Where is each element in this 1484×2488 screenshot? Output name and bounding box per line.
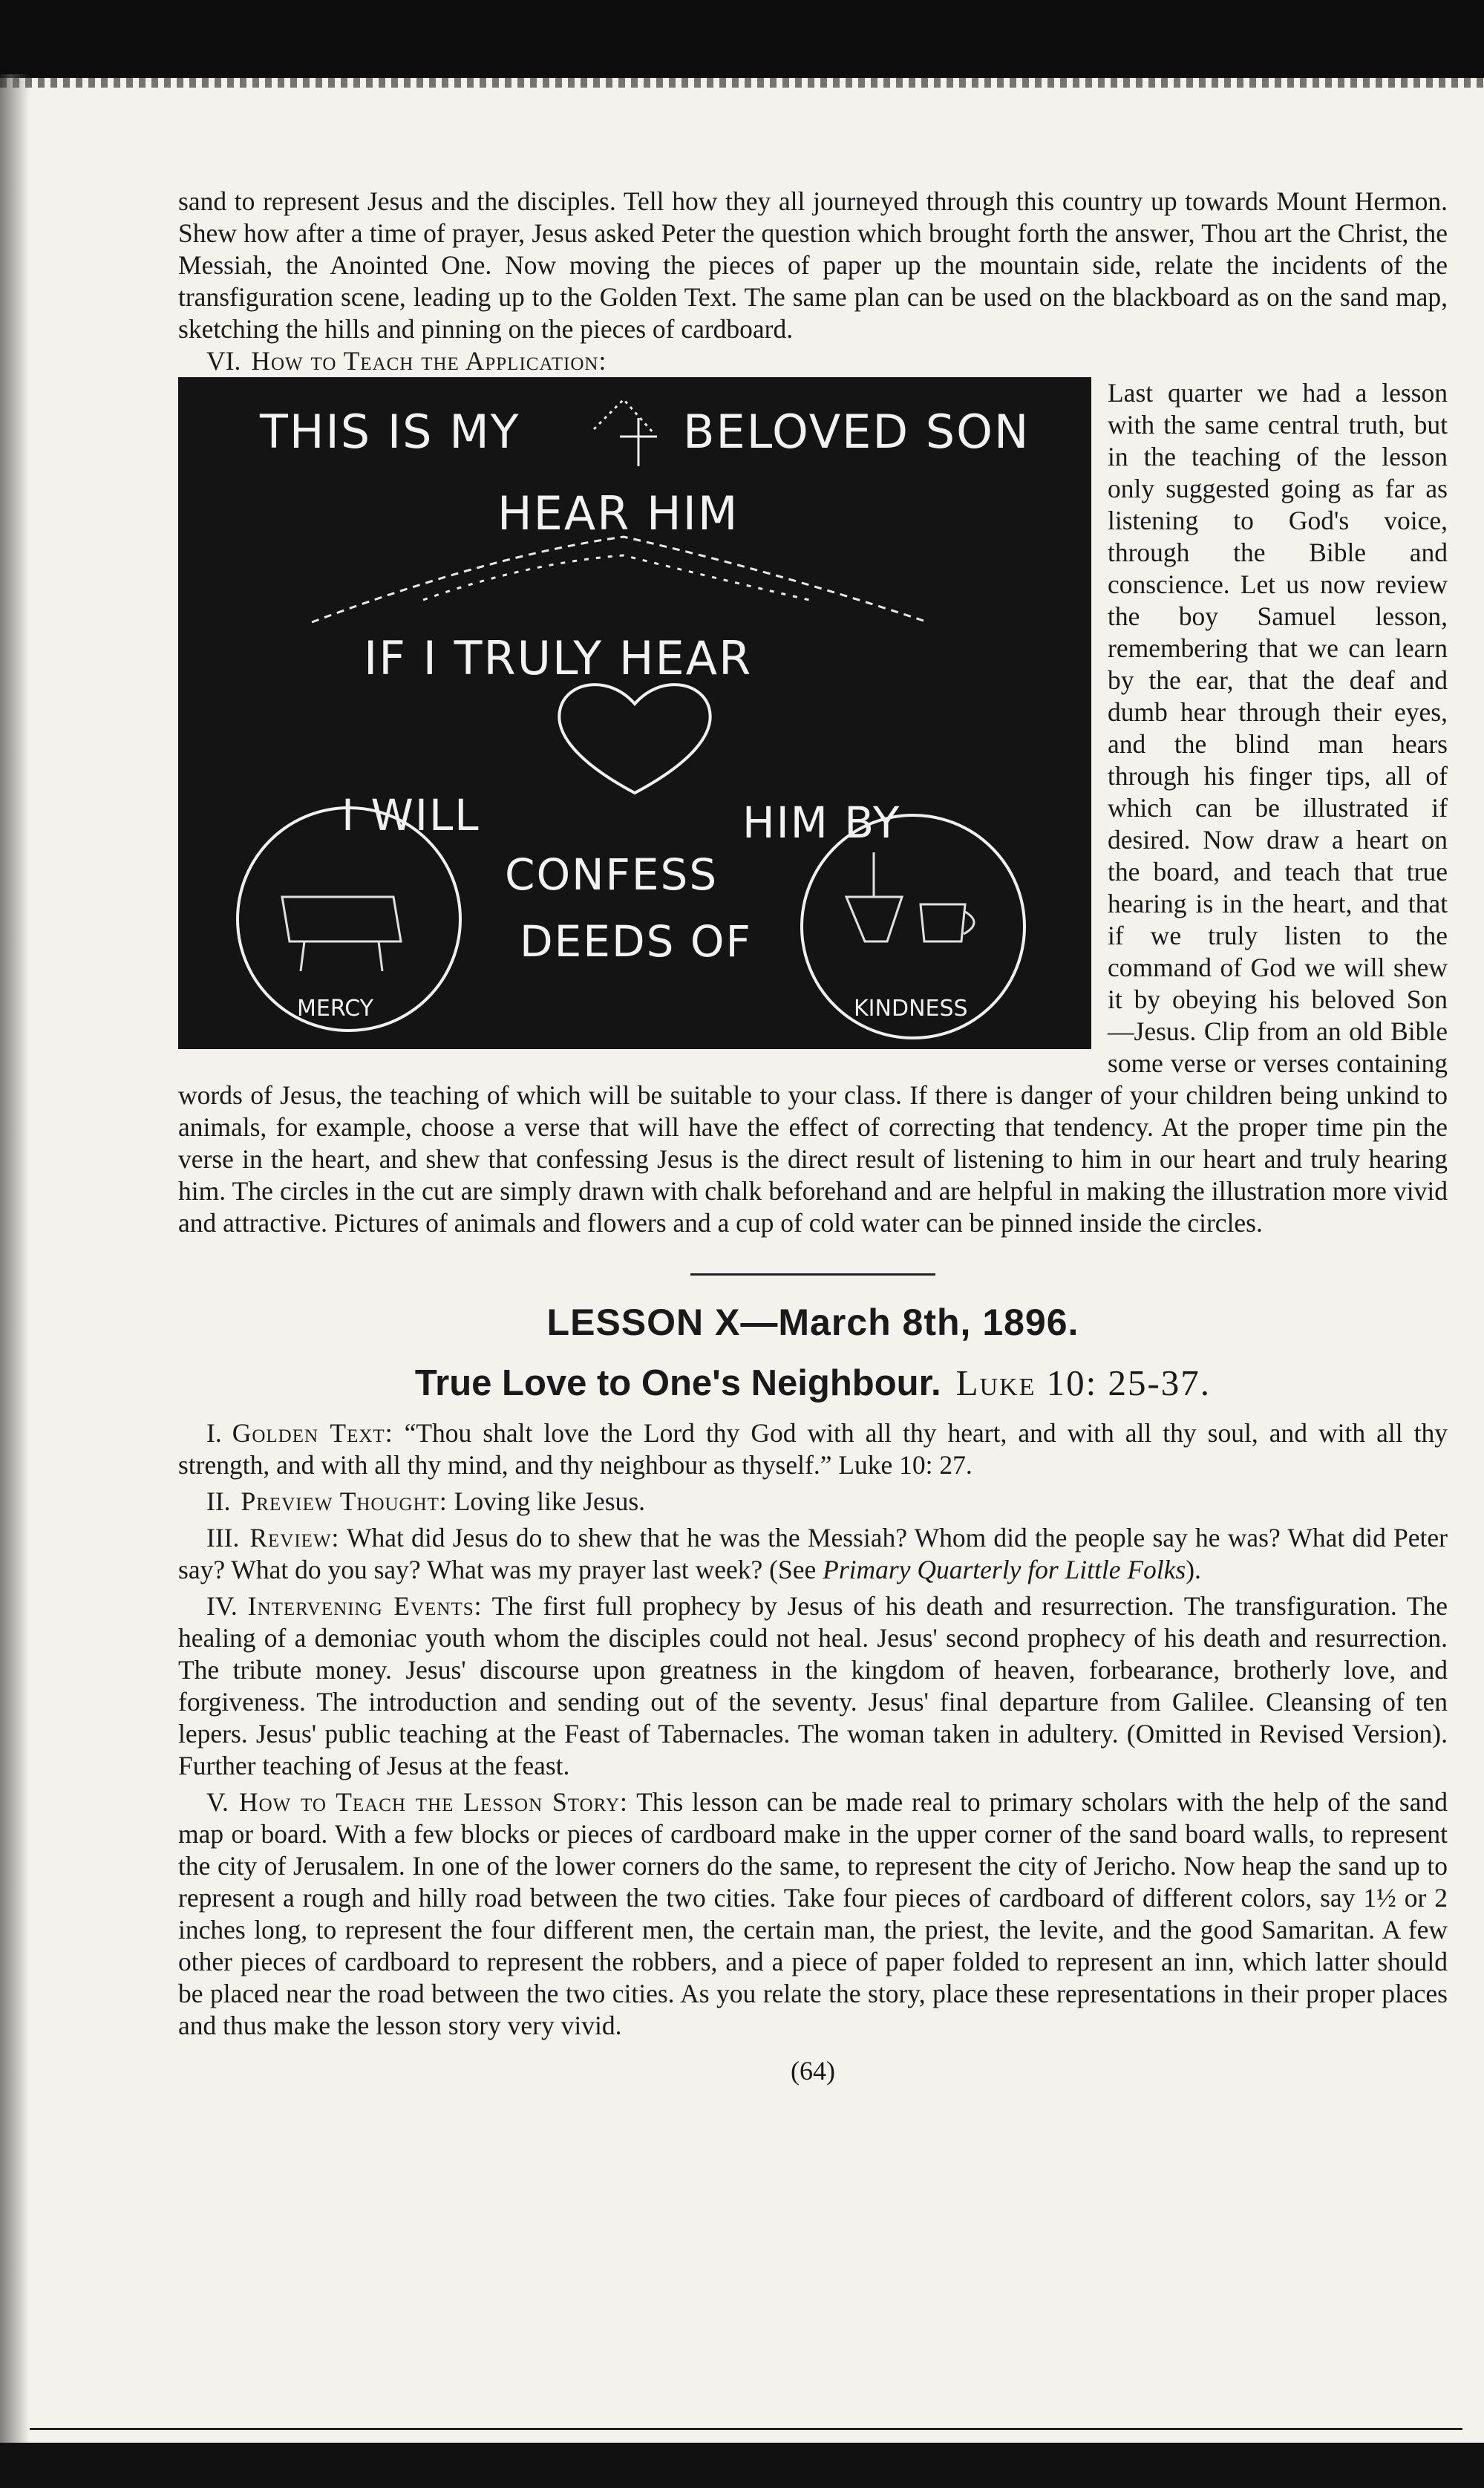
section-intervening-events — [178, 1590, 1448, 1782]
cross-icon — [620, 418, 657, 466]
page-content — [178, 186, 1448, 2086]
section-vi-intro — [178, 345, 1448, 377]
section-label: Review: — [249, 1523, 340, 1552]
scan-bottom-border — [0, 2443, 1484, 2488]
blackboard-drawing — [178, 377, 1091, 1049]
section-review — [178, 1522, 1448, 1586]
continued-paragraph: sand to represent Jesus and the disciples. Tell how they all journeyed through this country up towards Mount Hermon. Shew how after a time of prayer, Jesus asked Peter the question which brought forth the answer, Thou art the Christ, the Messiah, the Anointed One. Now moving the pieces of paper up the mountain side, relate the incidents of the transfiguration scene, leading up to the Golden Text. The same plan can be used on the blackboard as on the sand map, sketching the hills and pinning on the pieces of cardboard. — [178, 186, 1448, 344]
section-preview-thought — [178, 1486, 1448, 1518]
scan-top-border — [0, 0, 1484, 78]
section-vi-body: Last quarter we had a lesson with the same central truth, but in the teaching of the lesson only suggested going as far as listening to God's voice, through the Bible and conscience. Let us now review the boy Samuel lesson, remembering that we can learn by the ear, that the deaf and dumb hear through their eyes, and the blind man hears through his finger tips, all of which can be illustrated if desired. Now draw a heart on the board, and teach that true hearing is in the heart, and that if we truly listen to the command of God we will shew it by obeying his beloved Son—Jesus. Clip from an old Bible some verse or verses containing words of Jesus, the teaching of which will be suitable to your class. If there is danger of your children being unkind to animals, for example, choose a verse that will have the effect of correcting that tendency. At the proper time pin the verse in the heart, and shew that confessing Jesus is the direct result of listening to him in our heart and truly hearing him. The circles in the cut are simply drawn with chalk beforehand and are helpful in making the illustration more vivid and attractive. Pictures of animals and flowers and a cup of cold water can be pinned inside the circles. — [178, 378, 1448, 1238]
section-number: III. — [206, 1523, 240, 1552]
scan-left-edge — [0, 74, 30, 2443]
section-number: IV. — [206, 1591, 238, 1621]
section-body-end: ). — [1186, 1555, 1201, 1584]
lesson-subtitle-text: True Love to One's Neighbour. — [414, 1363, 941, 1403]
board-line4-left: I WILL — [341, 790, 480, 840]
section-body: “Thou shalt love the Lord thy God with all thy heart, and with all thy soul, and with all thy strength, and with all thy mind, and thy neighbour as thyself.” Luke 10: 27. — [178, 1418, 1448, 1480]
section-body: What did Jesus do to shew that he was the Messiah? Whom did the people say he was? What did Peter say? What do you say? What was my prayer last week? (See — [178, 1523, 1448, 1584]
section-body-italic: Primary Quarterly for Little Folks — [823, 1555, 1186, 1584]
section-label: How to Teach the Lesson Story: — [238, 1787, 628, 1817]
board-line4-mid: CONFESS — [505, 849, 719, 900]
lesson-subtitle — [178, 1362, 1448, 1404]
flower-and-cup-icon — [846, 852, 974, 941]
section-number: II. — [206, 1486, 231, 1516]
heart-icon — [559, 685, 710, 793]
animal-sketch-icon — [282, 897, 401, 971]
scan-top-edge — [0, 71, 1484, 88]
section-divider — [690, 1273, 935, 1276]
board-line1-right: BELOVED SON — [683, 405, 1030, 459]
section-vi-number: VI. — [206, 346, 241, 376]
page-number: (64) — [791, 2056, 835, 2086]
section-label: Golden Text: — [232, 1418, 393, 1448]
section-label: Preview Thought: — [241, 1486, 448, 1516]
board-line2: HEAR HIM — [497, 486, 739, 541]
section-number: V. — [206, 1787, 229, 1817]
kindness-label: KINDNESS — [854, 996, 968, 1022]
section-body: Loving like Jesus. — [454, 1486, 646, 1516]
lesson-title: LESSON X—March 8th, 1896. — [546, 1302, 1079, 1343]
section-body: This lesson can be made real to primary scholars with the help of the sand map or board. With a few blocks or pieces of cardboard make in the upper corner of the sand board walls, to represent the city of Jerusalem. In one of the lower corners do the same, to represent the city of Jericho. Now heap the sand up to represent a rough and hilly road between the two cities. Take four pieces of cardboard of different colors, say 1½ or 2 inches long, to represent the four different men, the certain man, the priest, the levite, and the good Samaritan. A few other pieces of cardboard to represent the robbers, and a piece of paper folded to represent an inn, which latter should be placed near the road between the two cities. As you relate the story, place these representations in their proper places and thus make the lesson story very vivid. — [178, 1787, 1448, 2040]
section-lesson-story — [178, 1786, 1448, 2042]
section-body: The first full prophecy by Jesus of his death and resurrection. The transfiguration. The healing of a demoniac youth whom the disciples could not heal. Jesus' second prophecy of his death and resurrection. The tribute money. Jesus' discourse upon greatness in the kingdom of heaven, forbearance, brotherly love, and forgiveness. The introduction and sending out of the seventy. Jesus' final departure from Galilee. Cleansing of ten lepers. Jesus' public teaching at the Feast of Tabernacles. The woman taken in adultery. (Omitted in Revised Version). Further teaching of Jesus at the feast. — [178, 1591, 1448, 1780]
section-golden-text — [178, 1417, 1448, 1481]
section-label: Intervening Events: — [247, 1591, 483, 1621]
section-vi-label: How to Teach the Application: — [251, 346, 607, 376]
board-line5: DEEDS OF — [520, 916, 752, 967]
mercy-label: MERCY — [297, 996, 373, 1022]
lesson-reference: Luke 10: 25-37. — [955, 1362, 1212, 1403]
scan-bottom-rule — [30, 2428, 1462, 2430]
blackboard-illustration — [178, 377, 1091, 1049]
board-line3: IF I TRULY HEAR — [364, 631, 753, 685]
section-number: I. — [206, 1418, 222, 1448]
board-line1-left: THIS IS MY — [260, 405, 520, 459]
board-line4-right: HIM BY — [742, 797, 901, 848]
